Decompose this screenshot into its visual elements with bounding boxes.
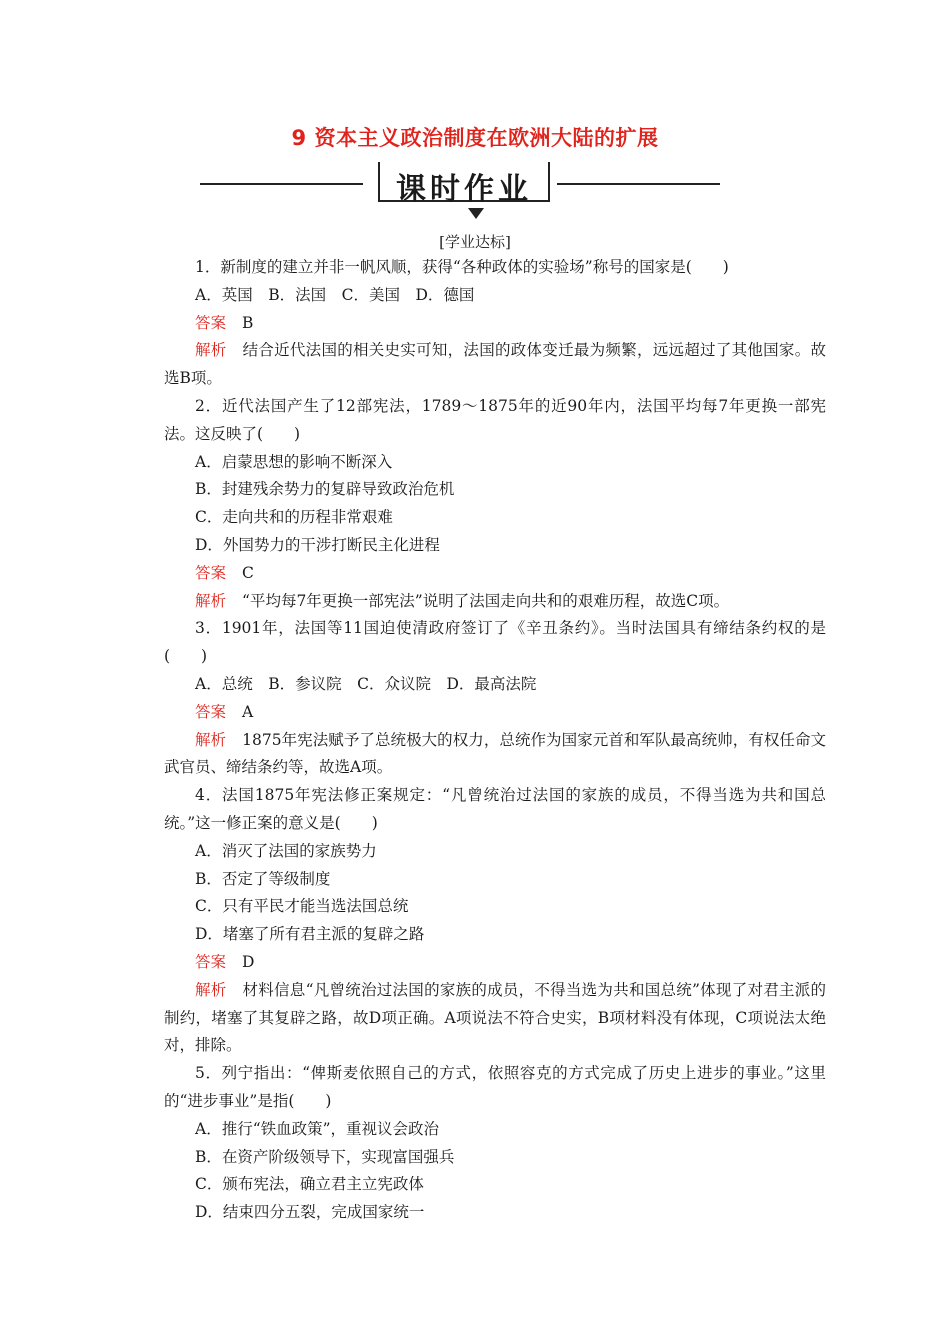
question-5-stem: 5．列宁指出：“俾斯麦依照自己的方式，依照容克的方式完成了历史上进步的事业。”这里的“进步事业”是指( ) bbox=[164, 1064, 826, 1110]
question-3-options: A．总统 B．参议院 C．众议院 D．最高法院 bbox=[195, 674, 537, 693]
question-4-option-d: D．堵塞了所有君主派的复辟之路 bbox=[195, 925, 425, 944]
question-3-answer bbox=[164, 699, 826, 727]
question-5-option-b: B．在资产阶级领导下，实现富国强兵 bbox=[195, 1147, 455, 1166]
question-4-option-a: A．消灭了法国的家族势力 bbox=[195, 841, 377, 860]
answer-tag: 答案 bbox=[195, 952, 227, 971]
banner-box bbox=[378, 162, 550, 207]
analysis-text: “平均每7年更换一部宪法”说明了法国走向共和的艰难历程，故选C项。 bbox=[242, 591, 730, 610]
question-4-answer bbox=[164, 949, 826, 977]
question-3-analysis bbox=[164, 727, 826, 783]
question-3-stem: 3．1901年，法国等11国迫使清政府签订了《辛丑条约》。当时法国具有缔结条约权的是( ) bbox=[164, 619, 826, 666]
question-5-option-d: D．结束四分五裂，完成国家统一 bbox=[195, 1203, 425, 1222]
banner-right-rule bbox=[557, 183, 720, 185]
analysis-text: 结合近代法国的相关史实可知，法国的政体变迁最为频繁，远远超过了其他国家。故选B项。 bbox=[164, 341, 826, 388]
question-1-stem: 1．新制度的建立并非一帆风顺，获得“各种政体的实验场”称号的国家是( ) bbox=[195, 258, 729, 276]
answer-value: D bbox=[242, 952, 255, 971]
banner-left-rule bbox=[200, 183, 363, 185]
analysis-tag: 解析 bbox=[195, 980, 227, 999]
section-heading: [学业达标] bbox=[439, 233, 511, 251]
question-4-option-c: C．只有平民才能当选法国总统 bbox=[195, 897, 409, 916]
question-5-option-c: C．颁布宪法，确立君主立宪政体 bbox=[195, 1175, 424, 1194]
page-title: 9 资本主义政治制度在欧洲大陆的扩展 bbox=[291, 126, 659, 150]
question-4-analysis bbox=[164, 977, 826, 1060]
question-2-option-c: C．走向共和的历程非常艰难 bbox=[195, 508, 393, 527]
question-2-option-d: D．外国势力的干涉打断民主化进程 bbox=[195, 535, 440, 554]
question-1-options: A．英国 B．法国 C．美国 D．德国 bbox=[195, 285, 475, 304]
banner-label: 课时作业 bbox=[396, 172, 532, 207]
analysis-tag: 解析 bbox=[195, 341, 227, 360]
question-5-option-a: A．推行“铁血政策”，重视议会政治 bbox=[195, 1119, 440, 1138]
question-2-analysis bbox=[164, 588, 826, 616]
question-4-option-b: B．否定了等级制度 bbox=[195, 869, 331, 888]
question-4-stem: 4．法国1875年宪法修正案规定：“凡曾统治过法国的家族的成员，不得当选为共和国总统。”这一修正案的意义是( ) bbox=[164, 786, 826, 832]
analysis-tag: 解析 bbox=[195, 591, 227, 610]
answer-tag: 答案 bbox=[195, 313, 227, 332]
answer-tag: 答案 bbox=[195, 702, 227, 721]
question-2-option-a: A．启蒙思想的影响不断深入 bbox=[195, 452, 393, 471]
analysis-tag: 解析 bbox=[195, 730, 227, 749]
homework-banner bbox=[200, 162, 720, 224]
answer-tag: 答案 bbox=[195, 563, 227, 582]
question-list bbox=[164, 254, 826, 1227]
question-1-answer bbox=[164, 310, 826, 338]
answer-value: B bbox=[242, 313, 254, 332]
answer-value: C bbox=[242, 563, 254, 582]
question-2-answer bbox=[164, 560, 826, 588]
question-2-stem: 2．近代法国产生了12部宪法，1789～1875年的近90年内，法国平均每7年更换一部宪法。这反映了( ) bbox=[164, 396, 826, 443]
analysis-text: 1875年宪法赋予了总统极大的权力，总统作为国家元首和军队最高统帅，有权任命文武官员、缔结条约等，故选A项。 bbox=[164, 730, 826, 777]
banner-pointer-icon bbox=[468, 208, 484, 219]
answer-value: A bbox=[242, 702, 254, 721]
question-1-analysis bbox=[164, 337, 826, 393]
analysis-text: 材料信息“凡曾统治过法国的家族的成员，不得当选为共和国总统”体现了对君主派的制约，堵塞了其复辟之路，故D项正确。A项说法不符合史实，B项材料没有体现，C项说法太绝对，排除。 bbox=[164, 980, 826, 1055]
question-2-option-b: B．封建残余势力的复辟导致政治危机 bbox=[195, 480, 455, 499]
